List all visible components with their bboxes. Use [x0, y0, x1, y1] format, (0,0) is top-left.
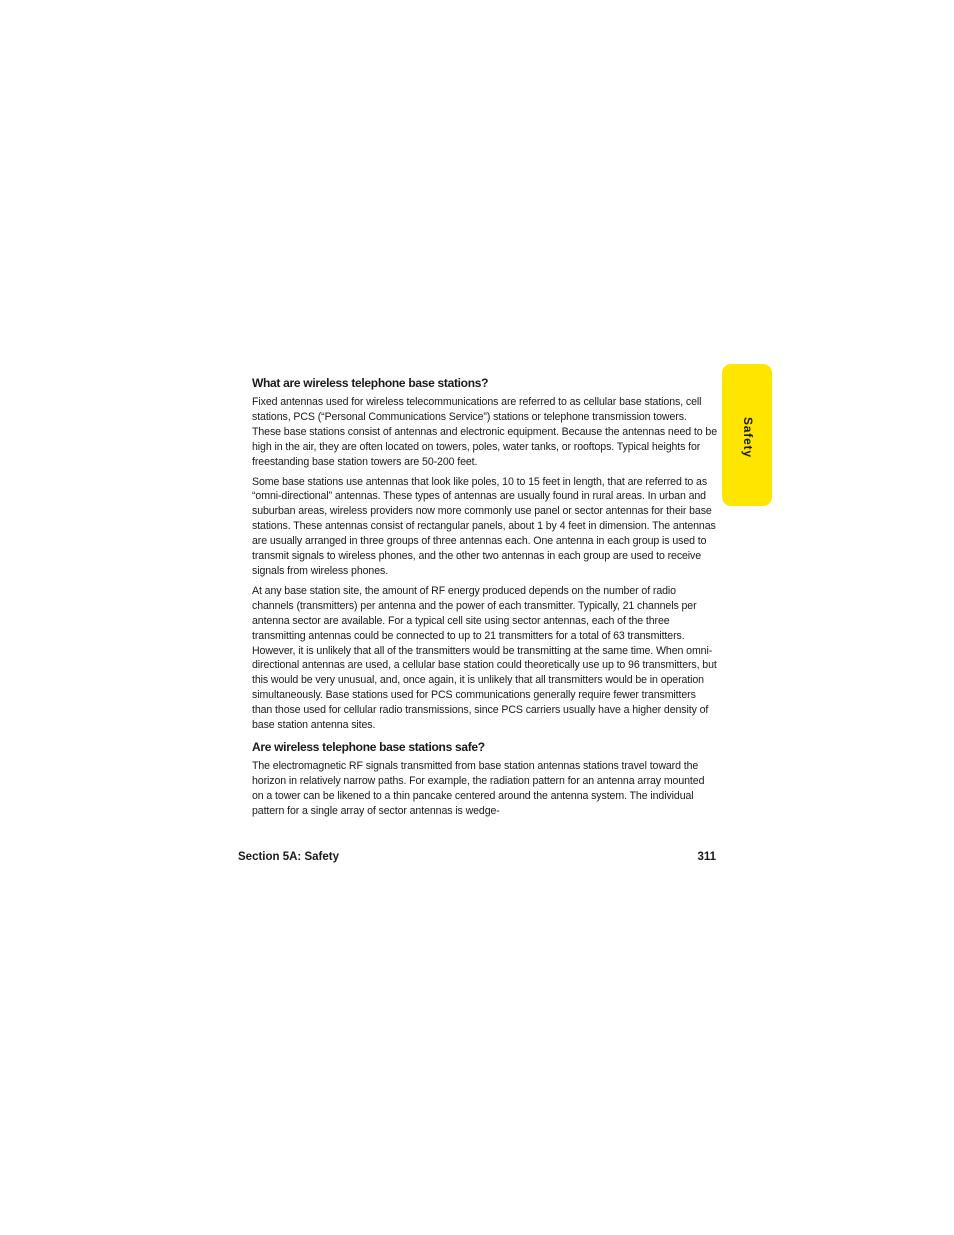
heading-base-stations-safe: Are wireless telephone base stations safe? — [252, 739, 485, 754]
footer-section-label: Section 5A: Safety — [238, 851, 339, 863]
page-body — [252, 375, 718, 824]
paragraph: Some base stations use antennas that look like poles, 10 to 15 feet in length, that are referred to as “omni-directional” antennas. These types of antennas are usually found in rural areas. In urban and suburban areas, wireless providers now more commonly use panel or sector antennas for their base stations. These antennas consist of rectangular panels, about 1 by 4 feet in dimension. The antennas are usually arranged in three groups of three antennas each. One antenna in each group is used to transmit signals to wireless phones, and the other two antennas in each group are used to receive signals from wireless phones. — [252, 475, 716, 577]
paragraph: The electromagnetic RF signals transmitted from base station antennas stations travel toward the horizon in relatively narrow paths. For example, the radiation pattern for an antenna array mounted on a tower can be likened to a thin pancake centered around the antenna system. The individual pattern for a single array of sector antennas is wedge- — [252, 759, 705, 817]
paragraph: Fixed antennas used for wireless telecommunications are referred to as cellular base stations, cell stations, PCS (“Personal Communications Service”) stations or telephone transmission towers. These base stations consist of antennas and electronic equipment. Because the antennas need to be high in the air, they are often located on towers, poles, water tanks, or rooftops. Typical heights for freestanding base station towers are 50-200 feet. — [252, 396, 717, 468]
heading-base-stations: What are wireless telephone base stations? — [252, 376, 489, 390]
footer-page-number: 311 — [697, 851, 716, 863]
paragraph: At any base station site, the amount of RF energy produced depends on the number of radio channels (transmitters) per antenna and the power of each transmitter. Typically, 21 channels per antenna sector are available. For a typical cell site using sector antennas, each of the three transmitting antennas could be connected to up to 21 transmitters for a total of 63 transmitters. However, it is unlikely that all of the transmitters would be transmitting at the same time. When omni-directional antennas are used, a cellular base station could theoretically use up to 96 transmitters, but this would be very unusual, and, once again, it is unlikely that all transmitters would be in operation simultaneously. Base stations used for PCS communications generally require fewer transmitters than those used for cellular radio transmissions, since PCS carriers usually have a higher density of base station antenna sites. — [252, 584, 717, 732]
section-tab-label: Safety — [741, 417, 755, 458]
